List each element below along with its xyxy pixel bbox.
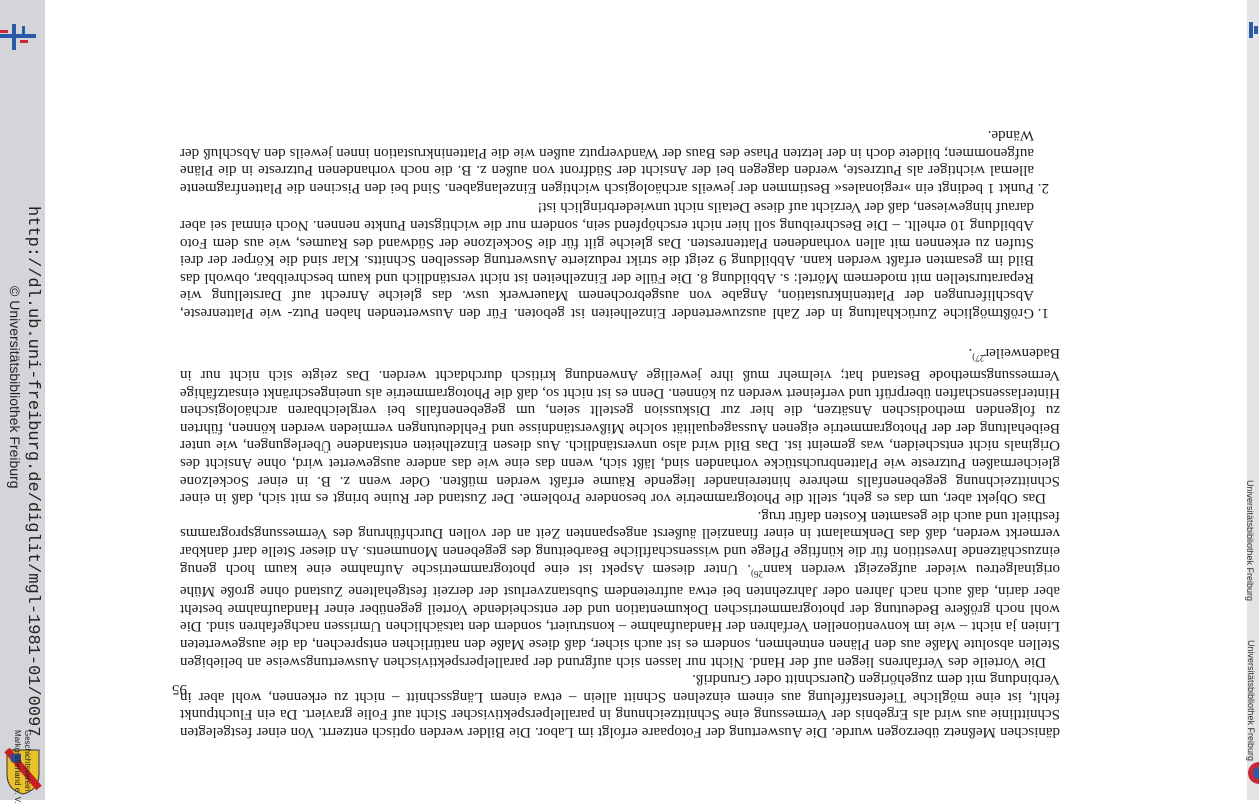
footnote-ref: 26): [750, 568, 763, 579]
paragraph-intro: dänischen Meßnetz überzogen wurde. Die Auswertung der Fotopaare erfolgt im Labor. Die Bilder werden optisch entzerrt. Von einer festgelegten Schnittlinie aus wird als Ergebnis der Vermessung eine Schnittzeichnung in parallelperspektivischer Sicht auf Folie graviert. Da ein Fluchtpunkt fehlt, ist eine mögliche Tiefenstaffelung aus einem einzelnen Schnitt allein – etwa einem Längsschnitt – nicht zu erkennen, wohl aber in Verbindung mit dem zugehörigen Querschnitt oder Grundriß.: [180, 671, 1060, 740]
right-caption-bottom: Universitätsbibliothek Freiburg: [1246, 640, 1256, 762]
footnote-ref: 27): [972, 352, 985, 363]
list-item: 2. Punkt 1 bedingt ein »regionales« Bestimmen der jeweils archäologisch wichtigen Einzelangaben. Sind bei den Piscinen die Plattenfragmente allemal wichtiger als Putzreste, werden dagegen bei der Ansicht der Südfront von außen z. B. die noch vorhandenen Putzreste in die Pläne aufgenommen; bildete doch in der letzten Phase des Baus der Wandverputz außen wie die Platteninkrustation innen jeweils den Abschluß der Wände.: [180, 125, 1034, 195]
paragraph-problems-text: Das Objekt aber, um das es geht, stellt die Photogrammetrie vor besondere Probleme. Der Zustand der Ruine bringt es mit sich, daß in einer Schnittzeichnung gegebenenfalls mehrere hintereinander liegende Räume erfaßt werden müßten. Oder wenn z. B. in einer Sockelzone gleichermaßen Putzreste wie Plattenbruchstücke vorhanden sind, läßt sich, wenn das eine wie das andere ausgewertet wird, ohne Ansicht des Originals nicht entscheiden, was gemeint ist. Das Bild wird also unverständlich. Aus diesen Einzelheiten entstandene Überlegungen, wie unter Beibehaltung der der Photogrammetrie eigenen Aussagequalität solche Mißverständnisse und Fehldeutungen vermieden werden können, führten zu folgenden methodischen Ansätzen, die hier zur Diskussion gestellt seien, um gegebenenfalls bei vergleichbaren archäologischen Hinterlassenschaften überprüft und verfeinert werden zu können. Denn es ist nicht so, daß die Photogrammetrie als uneingeschränkt einsatzfähige Vermessungsmethode Bestand hat; vielmehr muß ihre jeweilige Anwendung kritisch durchdacht werden. Das zeigte sich nicht nur in Badenweiler: [180, 344, 1060, 507]
page-number: 95: [172, 681, 187, 697]
method-list: [180, 125, 1060, 321]
paragraph-advantages-cont: . Unter diesem Aspekt ist eine photogrammetrische Aufnahme eine kaum hoch genug einzuschätzende Investition für die künftige Pflege und wissenschaftliche Bearbeitung des gegebenen Monuments. An dieser Stelle darf dankbar vermerkt werden, daß das Denkmalamt in einer finanziell äußerst angespannten Zeit an der vollen Durchführung des Vermessungsprogramms festhielt und auch die gesamten Kosten dafür trug.: [180, 507, 1060, 577]
paragraph-problems-end: .: [968, 344, 973, 361]
paragraph-advantages-text: Die Vorteile des Verfahrens liegen auf der Hand. Nicht nur lassen sich aufgrund der parallelperspektivischen Auswertungsweise an beliebigen Stellen absolute Maße aus den Plänen entnehmen, sondern es ist auch sicher, daß diese Maße den natürlichen entsprechen, da die ausgewerteten Linien ja nicht – wie im konventionellen Verfahren der Handaufnahme – konstruiert, sondern den tatsächlichen Umrissen nachgefahren sind. Die wohl noch größere Bedeutung der photogrammetrischen Dokumentation und der entscheidende Vorteil gegenüber einer Handaufnahme besteht aber darin, daß auch nach Jahren oder Jahrzehnten bei etwa auftretendem Substanzverlust der derzeit festgehaltene Zustand ohne große Mühe originalgetreu wieder aufgezeigt werden kann: [180, 560, 1060, 670]
society-name: Geschichtsverein Markgräflerland e. V.: [13, 730, 32, 804]
library-logo-icon: [0, 18, 36, 54]
paragraph-problems: [180, 343, 1060, 506]
paragraph-advantages: [180, 506, 1060, 669]
scanned-page: [180, 60, 1060, 740]
document-url[interactable]: http://dl.ub.uni-freiburg.de/diglit/mgl-1981-01/0097: [23, 206, 42, 737]
viewer-marker-icon: [1247, 22, 1259, 38]
copyright-notice: © Universitätsbibliothek Freiburg: [7, 286, 23, 489]
list-item: 1. Größtmögliche Zurückhaltung in der Zahl auszuwertender Einzelheiten ist geboten. Für den Auswertenden haben Putz- wie Plattenreste, Abschliferungen der Platteninkrustation, Angabe von ausgebrochenem Mauerwerk usw. das gleiche Anrecht auf Darstellung wie Reparaturstellen mit modernem Mörtel: s. Abbildung 8. Die Fülle der Einzelheiten ist nicht verständlich und kaum beschreibbar, obwohl das Bild im gesamten erfaßt werden kann. Abbildung 9 zeigt die strikt reduzierte Auswertung desselben Schnitts. Klar sind die Körper der drei Stufen zu erkennen mit allen vorhandenen Plattenresten. Das gleiche gilt für die Sockelzone der Südwand des Raumes, wie aus dem Foto Abbildung 10 erhellt. – Die Beschreibung soll hier nicht erschöpfend sein, sondern nur die wichtigsten Punkte nennen. Noch einmal sei aber darauf hingewiesen, daß der Verzicht auf diese Details nicht unwiederbringlich ist!: [180, 198, 1034, 321]
right-caption-top: Universitätsbibliothek Freiburg: [1245, 480, 1255, 602]
viewer-logo-icon: [1247, 758, 1259, 788]
